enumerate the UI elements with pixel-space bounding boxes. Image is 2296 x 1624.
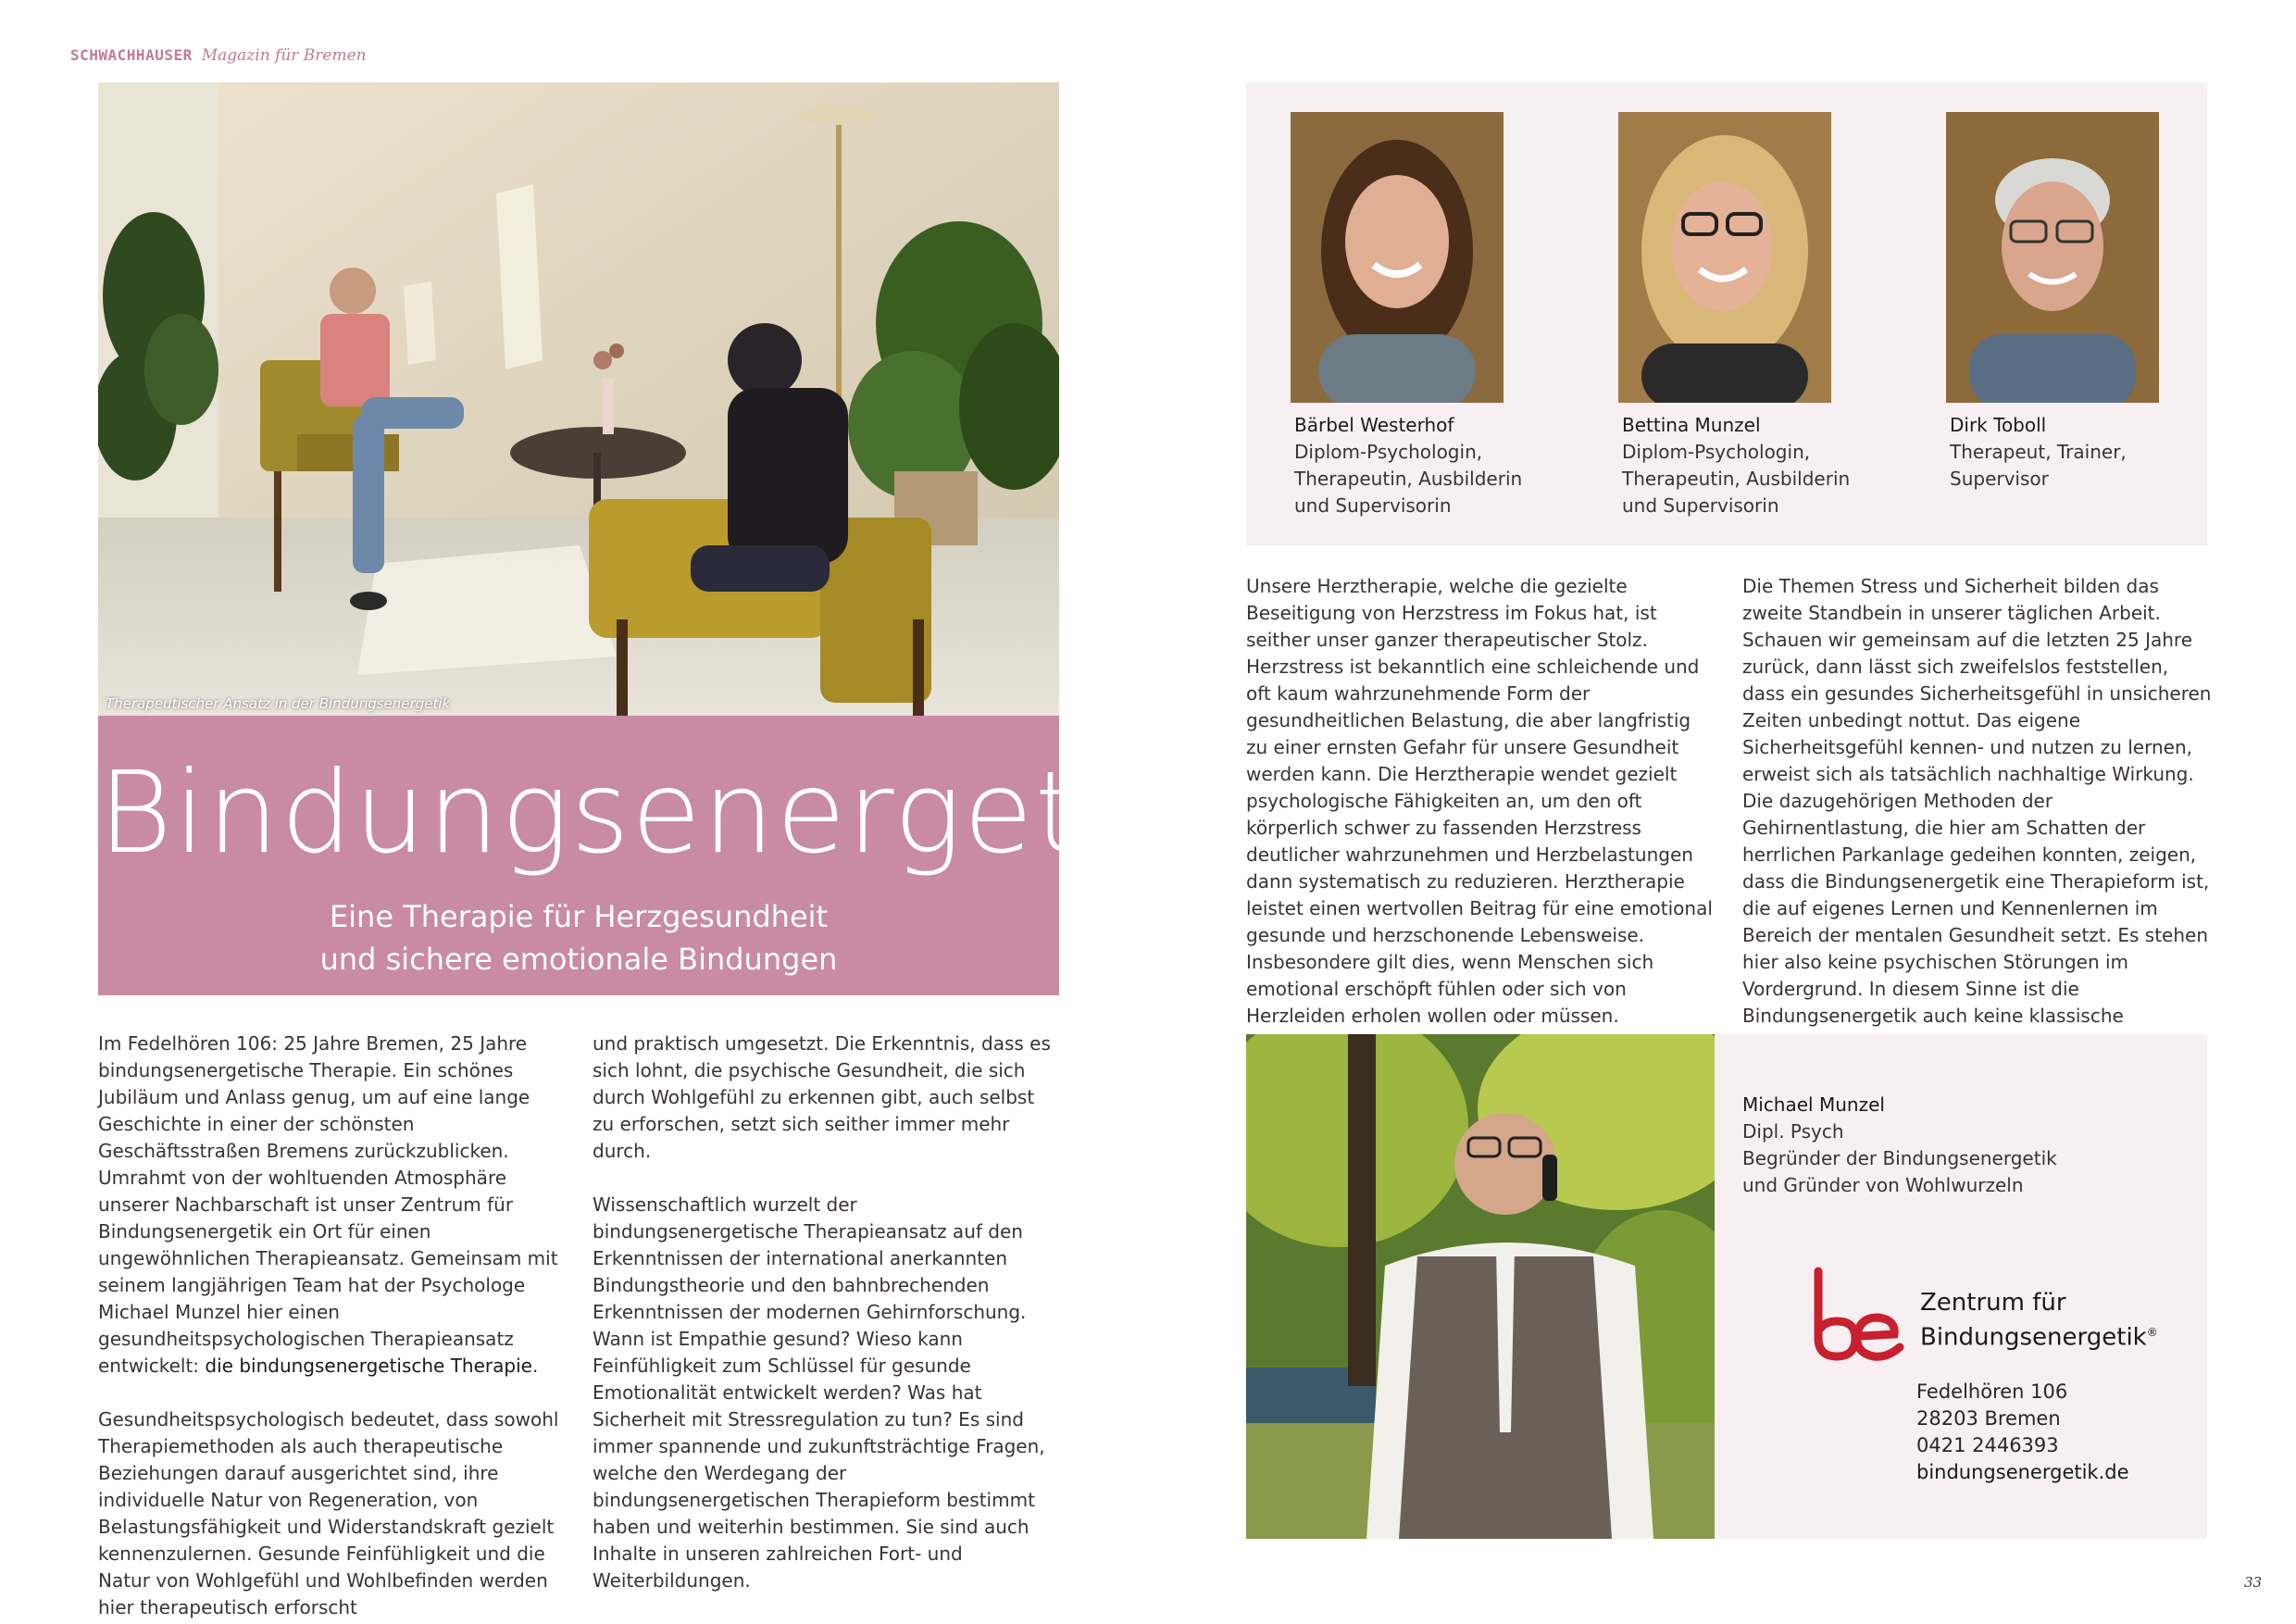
subtitle-line-1: Eine Therapie für Herzgesundheit [329, 899, 829, 935]
title-panel [98, 716, 1182, 995]
paragraph-end: . [531, 1355, 539, 1377]
page-number: 33 [2244, 1574, 2263, 1591]
logo-line-2 [1920, 1318, 2158, 1353]
paragraph: Gesundheitspsychologisch bedeutet, dass sowohl Therapiemethoden als auch therapeutische Beziehungen darauf ausgerichtet sind, ihre individuelle Natur von Regeneration, von Belastungsfähigkeit und Widerstandskraft gezielt kennenzulernen. Gesunde Feinfühligkeit und die Natur von Wohlgefühl und Wohlbefinden werden hier therapeutisch erforscht [98, 1408, 559, 1618]
paragraph: und praktisch umgesetzt. Die Erkenntnis, dass es sich lohnt, die psychische Gesundheit, die sich durch Wohlgefühl zu erkennen gibt, auch selbst zu erforschen, setzt sich seither immer mehr durch. [593, 1032, 1051, 1162]
founder-photo [1246, 1034, 1715, 1539]
member-name: Bärbel Westerhof [1294, 414, 1454, 436]
logo-line-1: Zentrum für [1920, 1289, 2066, 1317]
contact-street: Fedelhören 106 [1916, 1380, 2068, 1403]
founder-line-2: und Gründer von Wohlwurzeln [1742, 1174, 2024, 1196]
portrait-photo [1946, 112, 2159, 403]
subtitle-line-2: und sichere emotionale Bindungen [319, 942, 838, 978]
therapy-room-illustration [98, 82, 1059, 716]
team-member-dirk-toboll [1902, 112, 2207, 493]
paragraph-text: Die Themen Stress und Sicherheit bilden das zweite Standbein in unserer täglichen Arbeit. Schauen wir gemeinsam auf die letzten 25 Jahre zurück, dann lässt sich zweifelslos feststellen, dass ein gesundes Sicherheitsgefühl in unsicheren Zeiten unbedingt nottut. Das eigene Sicherheitsgefühl kennen- und nutzen zu lernen, erweist sich als tatsächlich nachhaltige Wirkung. Die dazugehörigen Methoden der Gehirnentlastung, die hier am Schatten der herrlichen Parkanlage gedeihen konnten, zeigen, dass die Bindungsenergetik eine Therapieform ist, die auf eigenes Lernen und Kennenlernen im Bereich der mentalen Gesundheit setzt. Es stehen hier also keine psychischen Störungen im Vordergrund. In diesem Sinne ist die Bindungsenergetik auch keine klassische [1742, 575, 2212, 1027]
member-role: Diplom-Psychologin, Therapeutin, Ausbilderin und Supervisorin [1294, 441, 1523, 517]
hero-photo [98, 82, 1059, 716]
right-column-2 [1742, 573, 2215, 1110]
masthead [70, 46, 367, 69]
contact-phone: 0421 2446393 [1916, 1434, 2059, 1456]
highlighted-phrase: die bindungsenergetische Therapie [205, 1355, 532, 1377]
paragraph: Unsere Herztherapie, welche die gezielte Beseitigung von Herzstress im Fokus hat, ist seither unser ganzer therapeutischer Stolz. Herzstress ist bekanntlich eine schleichende und oft kaum wahrzunehmende Form der gesundheitlichen Belastung, die aber langfristig zu einer ernsten Gefahr für unsere Gesundheit werden kann. Die Herztherapie wendet gezielt psychologische Fähigkeiten an, um den oft körperlich schwer zu fassenden Herzstress deutlicher wahrzunehmen und Herzbelastungen dann systematisch zu reduzieren. Herztherapie leistet einen wertvollen Beitrag für eine emotional gesunde und herzschonende Lebensweise. Insbesondere gilt dies, wenn Menschen sich emotional erschöpft fühlen oder sich von Herzleiden erholen wollen oder müssen. [1246, 575, 1713, 1027]
team-member-westerhof [1246, 112, 1552, 519]
founder-line-1: Begründer der Bindungsenergetik [1742, 1147, 2057, 1169]
portrait-photo [1291, 112, 1504, 403]
founder-illustration [1246, 1034, 1715, 1539]
member-role: Therapeut, Trainer, Supervisor [1950, 441, 2127, 490]
paragraph [1742, 573, 2215, 1083]
paragraph-text: Im Fedelhören 106: 25 Jahre Bremen, 25 Jahre bindungsenergetische Therapie. Ein schönes Jubiläum und Anlass genug, um auf eine lange Geschichte in einer der schönsten Geschäftsstraßen Bremens zurückzublicken. Umrahmt von der wohltuenden Atmosphäre unserer Nachbarschaft ist unser Zentrum für Bindungsenergetik ein Ort für einen ungewöhnlichen Therapieansatz. Gemeinsam mit seinem langjährigen Team hat der Psychologe Michael Munzel hier einen gesundheitspsychologischen Therapieansatz entwickelt: [98, 1032, 558, 1377]
photo-caption: Therapeutischer Ansatz in der Bindungsenergetik [106, 695, 451, 712]
portrait-illustration [1618, 112, 1831, 403]
member-role: Diplom-Psychologin, Therapeutin, Ausbilderin und Supervisorin [1622, 441, 1851, 517]
right-column-1 [1246, 573, 1716, 1056]
registered-mark: ® [2146, 1326, 2158, 1339]
team-member-bettina-munzel [1574, 112, 1879, 519]
paragraph [98, 1031, 568, 1380]
magazine-brand: SCHWACHHAUSER [70, 46, 193, 64]
founder-title: Dipl. Psych [1742, 1120, 1844, 1143]
article-title: Bindungsenergetik [98, 747, 1182, 879]
portrait-photo [1618, 112, 1831, 403]
team-panel [1246, 82, 2207, 545]
portrait-illustration [1946, 112, 2159, 403]
contact-website: bindungsenergetik.de [1916, 1461, 2129, 1483]
article-subtitle [98, 895, 1059, 981]
founder-info [1742, 1092, 2057, 1199]
be-logo-icon [1809, 1264, 1911, 1366]
left-column-1 [98, 1031, 568, 1624]
founder-info-box [1715, 1034, 2207, 1539]
paragraph: Wissenschaftlich wurzelt der bindungsenergetische Therapieansatz auf den Erkenntnissen der international anerkannten Bindungstheorie und den bahnbrechenden Erkenntnissen der modernen Gehirnforschung. Wann ist Empathie gesund? Wieso kann Feinfühligkeit zum Schlüssel für gesunde Emotionalität entwickelt werden? Was hat Sicherheit mit Stressregulation zu tun? Es sind immer spannende und zukunftsträchtige Fragen, welche den Werdegang der bindungsenergetischen Therapieform bestimmt haben und weiterhin bestimmen. Sie sind auch Inhalte in unseren zahlreichen Fort- und Weiterbildungen. [593, 1193, 1045, 1592]
founder-name: Michael Munzel [1742, 1093, 1885, 1116]
logo-text [1920, 1288, 2158, 1353]
member-name: Bettina Munzel [1622, 414, 1761, 436]
portrait-illustration [1291, 112, 1504, 403]
logo-line-2-text: Bindungsenergetik [1920, 1323, 2147, 1352]
center-logo [1809, 1264, 2198, 1366]
contact-block [1916, 1379, 2129, 1486]
left-column-2 [593, 1031, 1061, 1621]
magazine-tagline: Magazin für Bremen [201, 46, 367, 65]
member-name: Dirk Toboll [1950, 414, 2047, 436]
contact-city: 28203 Bremen [1916, 1407, 2061, 1430]
